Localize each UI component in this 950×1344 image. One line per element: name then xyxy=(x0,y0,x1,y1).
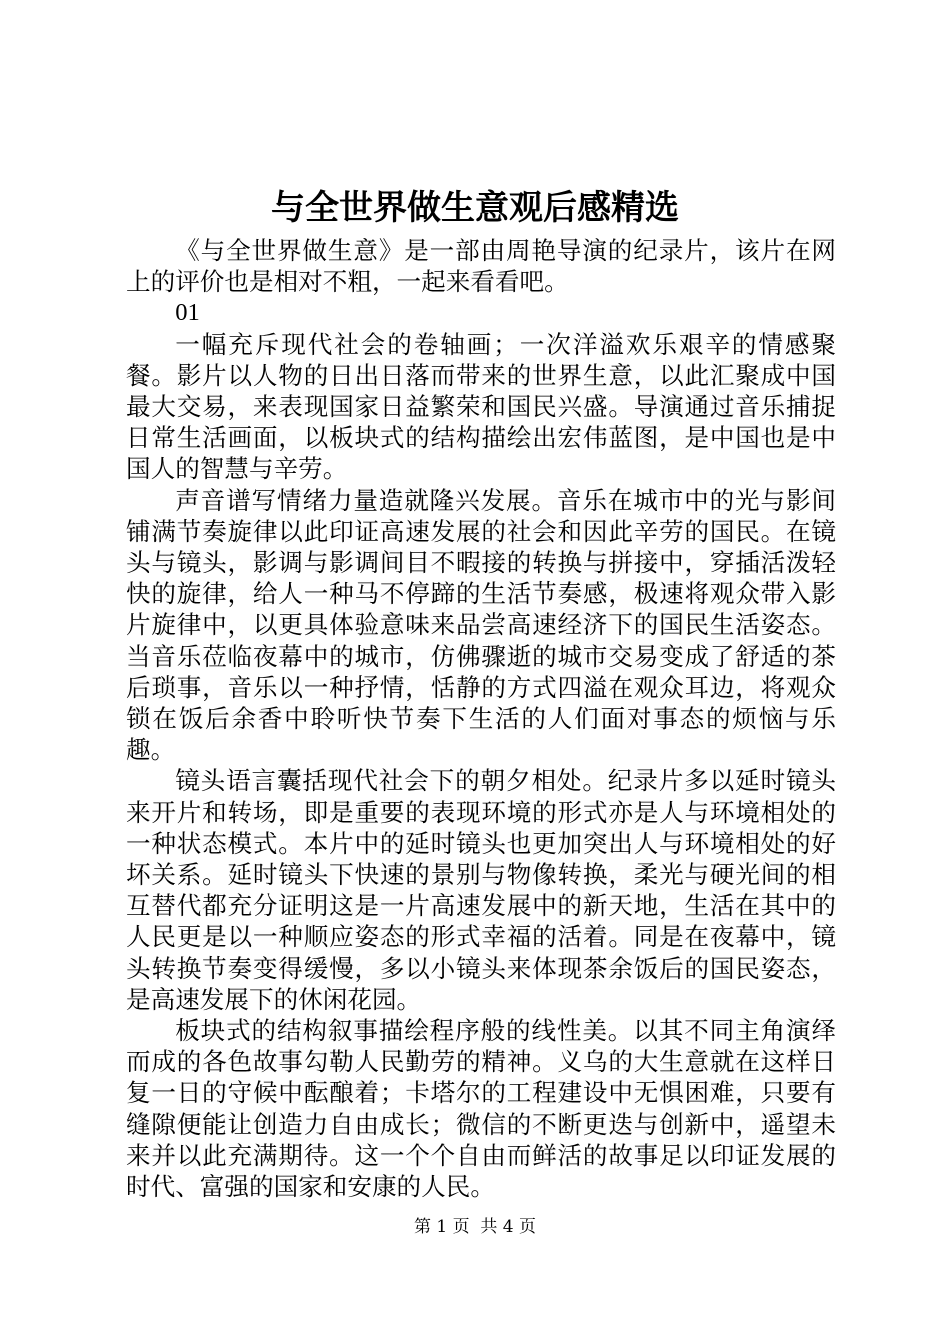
section-number: 01 xyxy=(175,299,200,327)
intro-paragraph: 《与全世界做生意》是一部由周艳导演的纪录片，该片在网上的评价也是相对不粗，一起来看看吧。 xyxy=(126,236,836,297)
document-body xyxy=(126,235,836,1202)
document-title: 与全世界做生意观后感精选 xyxy=(271,188,679,228)
page-number: 第 1 页 xyxy=(413,1217,470,1237)
body-paragraph: 板块式的结构叙事描绘程序般的线性美。以其不同主角演绎而成的各色故事勾勒人民勤劳的精神。义乌的大生意就在这样日复一日的守候中酝酿着；卡塔尔的工程建设中无惧困难，只要有缝隙便能让创造力自由成长；微信的不断更迭与创新中，遥望未来并以此充满期待。这一个个自由而鲜活的故事足以印证发展的时代、富强的国家和安康的人民。 xyxy=(126,1016,836,1202)
page-total: 共 4 页 xyxy=(480,1217,537,1237)
body-paragraph: 一幅充斥现代社会的卷轴画；一次洋溢欢乐艰辛的情感聚餐。影片以人物的日出日落而带来的世界生意，以此汇聚成中国最大交易，来表现国家日益繁荣和国民兴盛。导演通过音乐捕捉日常生活画面，以板块式的结构描绘出宏伟蓝图，是中国也是中国人的智慧与辛劳。 xyxy=(126,329,836,484)
body-paragraph: 声音谱写情绪力量造就隆兴发展。音乐在城市中的光与影间铺满节奏旋律以此印证高速发展的社会和因此辛劳的国民。在镜头与镜头，影调与影调间目不暇接的转换与拼接中，穿插活泼轻快的旋律，给人一种马不停蹄的生活节奏感，极速将观众带入影片旋律中，以更具体验意味来品尝高速经济下的国民生活姿态。当音乐莅临夜幕中的城市，仿佛骤逝的城市交易变成了舒适的茶后琐事，音乐以一种抒情，恬静的方式四溢在观众耳边，将观众锁在饭后余香中聆听快节奏下生活的人们面对事态的烦恼与乐趣。 xyxy=(126,485,836,765)
body-paragraph: 镜头语言囊括现代社会下的朝夕相处。纪录片多以延时镜头来开片和转场，即是重要的表现环境的形式亦是人与环境相处的一种状态模式。本片中的延时镜头也更加突出人与环境相处的好坏关系。延时镜头下快速的景别与物像转换，柔光与硬光间的相互替代都充分证明这是一片高速发展中的新天地，生活在其中的人民更是以一种顺应姿态的形式幸福的活着。同是在夜幕中，镜头转换节奏变得缓慢，多以小镜头来体现茶余饭后的国民姿态，是高速发展下的休闲花园。 xyxy=(126,766,836,1014)
page-footer xyxy=(0,1215,950,1239)
